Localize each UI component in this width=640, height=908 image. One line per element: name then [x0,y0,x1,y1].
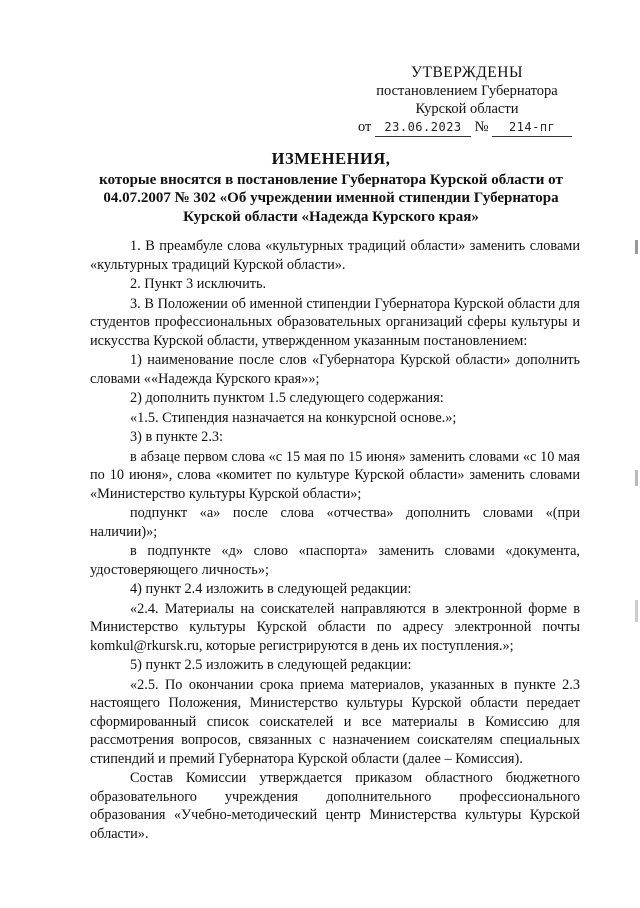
paragraph: 2. Пункт 3 исключить. [130,276,267,292]
approval-stamp [352,64,582,137]
paragraph: «1.5. Стипендия назначается на конкурсной основе.»; [130,409,457,426]
paragraph: 3) в пункте 2.3: [130,429,224,445]
decree-number: 214-пг [508,120,556,134]
paragraph: 2) дополнить пунктом 1.5 следующего содержания: [130,390,444,406]
scan-edge-mark [635,240,638,254]
paragraph: 1) наименование после слов «Губернатора Курской области» дополнить словами ««Надежда Курского края»»; [90,352,580,387]
document-body [90,237,580,844]
approval-title: УТВЕРЖДЕНЫ [411,64,523,81]
paragraph: 1. В преамбуле слова «культурных традиций области» заменить словами «культурных традиций Курской области». [90,238,580,273]
paragraph: «2.4. Материалы на соискателей направляются в электронной форме в Министерство культуры Курской области по адресу электронной почты komkul@rkursk.ru, которые регистрируются в день их поступления.»; [90,600,580,654]
paragraph: «2.5. По окончании срока приема материалов, указанных в пункте 2.3 настоящего Положения, Министерство культуры Курской области передает сформированный список соискателей и все материалы в Комиссию для рассмотрения вопросов, связанных с назначением соискателям специальных стипендий и премий Губернатора Курской области (далее – Комиссия). [90,676,580,767]
number-label: № [474,119,489,135]
decree-date: 23.06.2023 [384,120,462,134]
paragraph: 5) пункт 2.5 изложить в следующей редакции: [130,657,412,673]
scan-edge-mark [635,600,638,622]
paragraph: 4) пункт 2.4 изложить в следующей редакции: [130,581,412,597]
paragraph: в абзаце первом слова «с 15 мая по 15 июня» заменить словами «с 10 мая по 10 июня», слова «комитет по культуре Курской области» заменить словами «Министерство культуры Курской области»; [90,448,580,502]
approval-line-1: постановлением Губернатора [376,83,558,99]
approval-date-number [352,118,582,137]
paragraph: в подпункте «д» слово «паспорта» заменить словами «документа, удостоверяющего личность»; [90,543,580,578]
document-heading [96,150,566,226]
from-label: от [358,119,372,135]
paragraph: 3. В Положении об именной стипендии Губернатора Курской области для студентов профессиональных образовательных организаций сферы культуры и искусства Курской области, утвержденном указанным постановлением: [90,295,580,349]
paragraph: Состав Комиссии утверждается приказом областного бюджетного образовательного учреждения дополнительного профессионального образования «Учебно-методический центр Министерства культуры Курской области». [90,770,580,842]
approval-line-2: Курской области [415,101,519,117]
document-subtitle: которые вносятся в постановление Губернатора Курской области от 04.07.2007 № 302 «Об учреждении именной стипендии Губернатора Курской области «Надежда Курского края» [99,171,563,225]
document-title: ИЗМЕНЕНИЯ, [271,149,391,168]
scan-edge-mark [635,470,638,486]
paragraph: подпункт «а» после слова «отчества» дополнить словами «(при наличии)»; [90,505,580,540]
